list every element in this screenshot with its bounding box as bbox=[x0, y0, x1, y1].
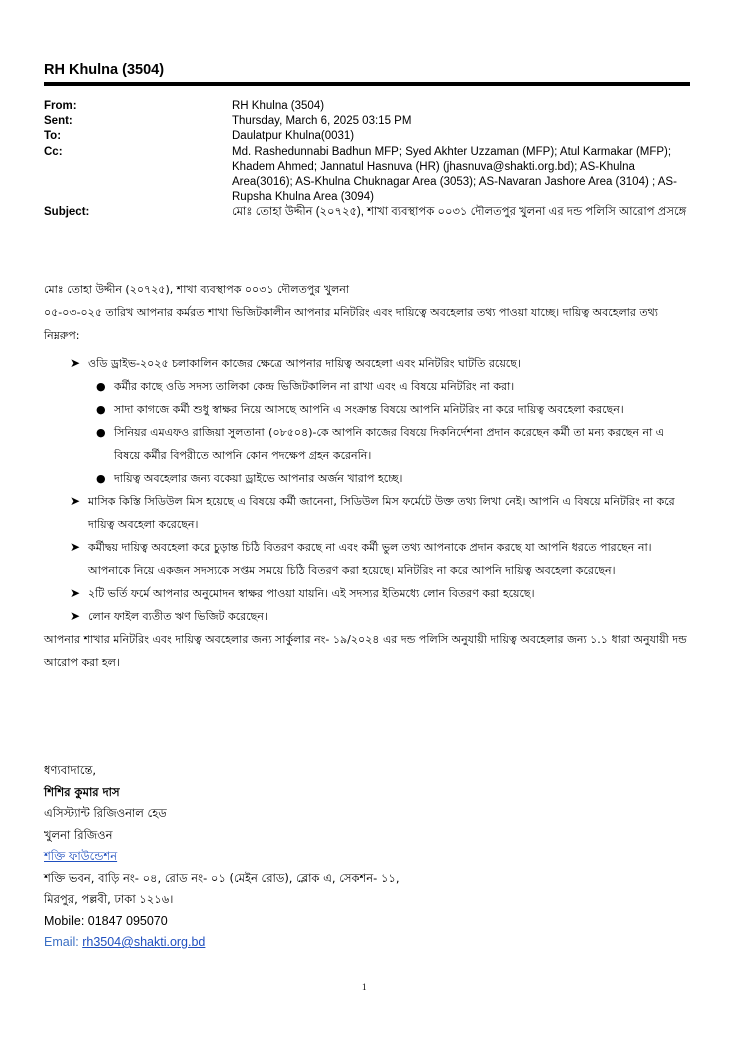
header-value: Md. Rashedunnabi Badhun MFP; Syed Akhter Uzzaman (MFP); Atul Karmakar (MFP); Khadem Ahmed; Jannatul Hasnuva (HR) (jhasnuva@shakti.org.bd); AS-Khulna Area(3016); AS-Khulna Chuknagar Area (3053); AS-Navaran Jashore Area (3104) ; AS-Rupsha Khulna Area (3094) bbox=[232, 145, 677, 204]
header-cc bbox=[44, 145, 694, 206]
header-label: From: bbox=[44, 100, 77, 112]
header-to bbox=[44, 129, 694, 144]
page-title: RH Khulna (3504) bbox=[44, 62, 165, 78]
arrow-bullet-icon: ➤ bbox=[70, 494, 81, 508]
dot-bullet-icon: ● bbox=[96, 472, 106, 485]
sub-list-item bbox=[88, 398, 686, 421]
sub-list-item bbox=[88, 467, 686, 490]
list-item bbox=[44, 605, 694, 628]
header-label: Subject: bbox=[44, 206, 90, 219]
header-sent bbox=[44, 114, 694, 129]
issue-list bbox=[44, 352, 694, 628]
email-header bbox=[44, 99, 694, 221]
header-value: RH Khulna (3504) bbox=[232, 100, 325, 112]
header-value: Thursday, March 6, 2025 03:15 PM bbox=[232, 115, 412, 128]
arrow-bullet-icon: ➤ bbox=[70, 586, 81, 600]
signature-greeting: ধণ্যবাদান্তে, bbox=[44, 763, 97, 777]
addressee-line: মোঃ তোহা উদ্দীন (২০৭২৫), শাখা ব্যবস্থাপক ০০৩১ দৌলতপুর খুলনা bbox=[44, 283, 350, 296]
sub-list-item bbox=[88, 421, 686, 467]
conclusion-paragraph: আপনার শাখার মনিটরিং এবং দায়িত্ব অবহেলার জন্য সার্কুলার নং- ১৯/২০২৪ এর দন্ড পলিসি অনুযায়ী দায়িত্ব অবহেলার জন্য ১.১ ধারা অনুযায়ী দন্ড আরোপ করা হল। bbox=[44, 633, 687, 669]
signature-region: খুলনা রিজিওন bbox=[44, 827, 113, 842]
list-item bbox=[44, 582, 694, 605]
header-subject bbox=[44, 205, 694, 220]
list-item-text: ওডি ড্রাইভ-২০২৫ চলাকালিন কাজের ক্ষেত্রে আপনার দায়িত্ব অবহেলা এবং মনিটরিং ঘাটতি রয়েছে। bbox=[88, 357, 521, 370]
email-link[interactable]: rh3504@shakti.org.bd bbox=[82, 935, 206, 949]
sub-list bbox=[88, 375, 686, 490]
signature-address-line-2: মিরপুর, পল্লবী, ঢাকা ১২১৬। bbox=[44, 892, 174, 906]
list-item-text: কর্মীদ্বয় দায়িত্ব অবহেলা করে চুড়ান্ত চিঠি বিতরণ করছে না এবং কর্মী ভুল তথ্য আপনাকে প্রদান করছে যা আপনি ধরতে পারছেন না। আপনাকে নিয়ে একজন সদস্যকে সপ্তম সময়ে চিঠি বিতরণ করা হয়েছে। মনিটরিং না করে আপনি দায়িত্ব অবহেলা করেছেন। bbox=[88, 541, 652, 577]
list-item bbox=[44, 490, 694, 536]
signature-designation: এসিস্ট্যান্ট রিজিওনাল হেড bbox=[44, 806, 167, 820]
list-item bbox=[44, 536, 694, 582]
header-label: Cc: bbox=[44, 145, 63, 158]
sub-list-item-text: দায়িত্ব অবহেলার জন্য বকেয়া ড্রাইভে আপনার অর্জন খারাপ হচ্ছে। bbox=[114, 472, 403, 485]
page-number: 1 bbox=[362, 982, 367, 992]
intro-paragraph: ০৫-০৩-০২৫ তারিখ আপনার কর্মরত শাখা ভিজিটকালীন আপনার মনিটরিং এবং দায়িত্বে অবহেলার তথ্য পাওয়া যাচ্ছে। দায়িত্ব অবহেলার তথ্য নিম্নরুপ: bbox=[44, 306, 658, 342]
organization-link[interactable]: শক্তি ফাউন্ডেশন bbox=[44, 849, 118, 863]
header-label: Sent: bbox=[44, 115, 73, 128]
signature-block bbox=[44, 760, 644, 954]
signature-mobile: Mobile: 01847 095070 bbox=[44, 913, 168, 928]
arrow-bullet-icon: ➤ bbox=[70, 540, 81, 554]
dot-bullet-icon: ● bbox=[96, 380, 106, 393]
signature-name: শিশির কুমার দাস bbox=[44, 784, 120, 799]
title-divider bbox=[44, 82, 690, 86]
sub-list-item-text: সিনিয়র এমএফও রাজিয়া সুলতানা (০৮৫০৪)-কে আপনি কাজের বিষয়ে দিকনির্দেশনা প্রদান করেছেন কর্মী তা মন্য করছেন না এ বিষয়ে কর্মীর বিপরীতে আপনি কোন পদক্ষেপ গ্রহন করেননি। bbox=[114, 426, 665, 462]
list-item bbox=[44, 352, 694, 490]
sub-list-item-text: কর্মীর কাছে ওডি সদস্য তালিকা কেন্দ্র ভিজিটকালিন না রাখা এবং এ বিষয়ে মনিটরিং না করা। bbox=[114, 380, 515, 393]
arrow-bullet-icon: ➤ bbox=[70, 356, 81, 370]
arrow-bullet-icon: ➤ bbox=[70, 609, 81, 623]
list-item-text: ২টি ভর্তি ফর্মে আপনার অনুমোদন স্বাক্ষর পাওয়া যায়নি। এই সদস্যর ইতিমধ্যে লোন বিতরণ করা হয়েছে। bbox=[88, 587, 535, 600]
signature-email-line bbox=[44, 932, 644, 954]
email-body bbox=[44, 278, 694, 674]
sub-list-item-text: সাদা কাগজে কর্মী শুধু স্বাক্ষর নিয়ে আসছে আপনি এ সংক্রান্ত বিষয়ে আপনি মনিটরিং না করে দায়িত্ব অবহেলা করছেন। bbox=[114, 403, 624, 416]
email-label: Email: bbox=[44, 935, 83, 949]
dot-bullet-icon: ● bbox=[96, 426, 106, 439]
header-value: Daulatpur Khulna(0031) bbox=[232, 130, 355, 143]
sub-list-item bbox=[88, 375, 686, 398]
header-from bbox=[44, 99, 694, 114]
signature-address-line-1: শক্তি ভবন, বাড়ি নং- ০৪, রোড নং- ০১ (মেইন রোড), ব্লোক এ, সেকশন- ১১, bbox=[44, 870, 400, 885]
header-label: To: bbox=[44, 130, 62, 143]
list-item-text: লোন ফাইল ব্যতীত ঋণ ভিজিট করেছেন। bbox=[88, 610, 268, 623]
dot-bullet-icon: ● bbox=[96, 403, 106, 416]
header-value: মোঃ তোহা উদ্দীন (২০৭২৫), শাখা ব্যবস্থাপক ০০৩১ দৌলতপুর খুলনা এর দন্ড পলিসি আরোপ প্রসঙ্গে bbox=[232, 206, 687, 219]
list-item-text: মাসিক কিস্তি সিডিউল মিস হয়েছে এ বিষয়ে কর্মী জানেনা, সিডিউল মিস ফর্মেটে উক্ত তথ্য লিখা নেই। আপনি এ বিষয়ে মনিটরিং না করে দায়িত্ব অবহেলা করেছেন। bbox=[88, 495, 675, 531]
